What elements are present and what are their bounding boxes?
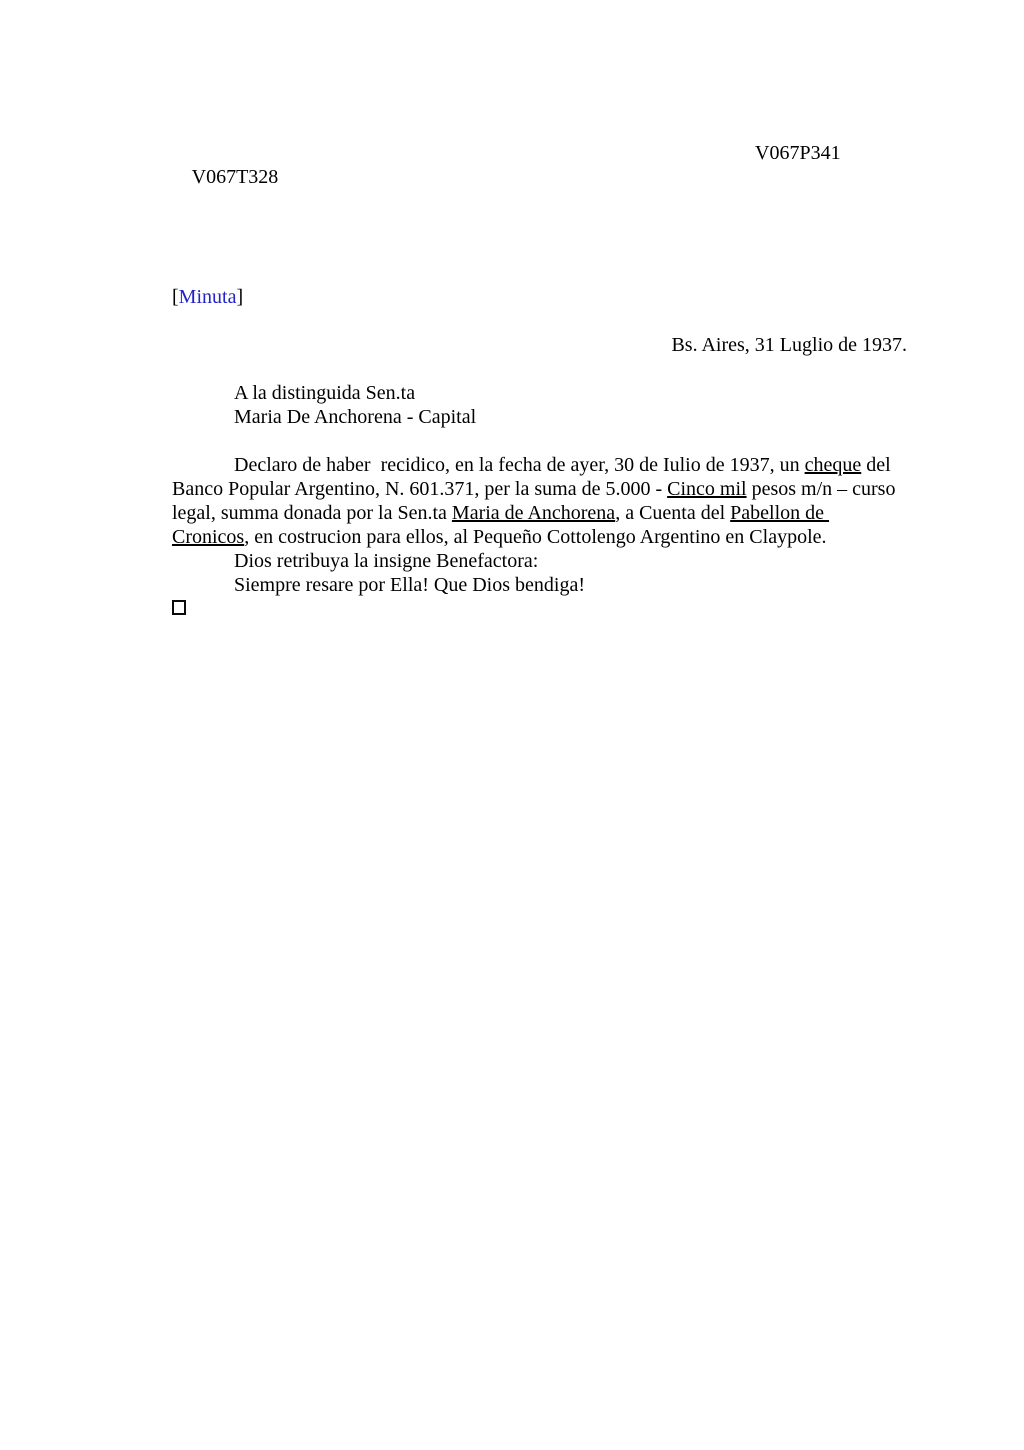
body-line-1 — [172, 453, 916, 477]
text-run: del — [861, 454, 891, 476]
bracket-open: [ — [172, 286, 179, 308]
body-line-4 — [172, 525, 916, 549]
text-run-underlined: cheque — [804, 454, 862, 476]
text-run: Declaro de haber recidico, en la fecha de ayer, 30 de Iulio de 1937, un — [234, 454, 805, 476]
body-line-2 — [172, 477, 916, 501]
text-run-underlined: Cinco mil — [667, 478, 747, 500]
header — [172, 141, 916, 237]
text-run: Siempre resare por Ella! Que Dios bendiga! — [234, 574, 585, 596]
address-line-2: Maria De Anchorena - Capital — [234, 406, 477, 428]
address-line-1: A la distinguida Sen.ta — [234, 382, 416, 404]
header-left-code: V067T328 — [191, 166, 279, 188]
empty-square-glyph — [172, 600, 186, 615]
body-line-5 — [172, 549, 916, 573]
text-run: , a Cuenta del — [615, 502, 731, 524]
minuta-line — [172, 285, 916, 309]
text-run: Dios retribuya la insigne Benefactora: — [234, 550, 539, 572]
header-right-code: V067P341 — [755, 142, 841, 164]
footer-glyph-line — [172, 597, 916, 621]
text-run-underlined: Pabellon de — [730, 502, 830, 524]
document-page — [172, 141, 916, 621]
body-line-3 — [172, 501, 916, 525]
dateline: Bs. Aires, 31 Luglio de 1937. — [671, 334, 907, 356]
text-run: pesos m/n – curso — [746, 478, 896, 500]
bracket-close: ] — [236, 286, 244, 308]
text-run-underlined: Maria de Anchorena — [451, 502, 616, 524]
text-run: Banco Popular Argentino, N. 601.371, per la suma de 5.000 - — [172, 478, 668, 500]
text-run-underlined: Cronicos — [172, 526, 245, 548]
minuta-link[interactable]: Minuta — [178, 286, 237, 308]
text-run: legal, summa donada por la Sen.ta — [172, 502, 452, 524]
body-line-6 — [172, 573, 916, 597]
text-run: , en costrucion para ellos, al Pequeño Cottolengo Argentino en Claypole. — [244, 526, 827, 548]
